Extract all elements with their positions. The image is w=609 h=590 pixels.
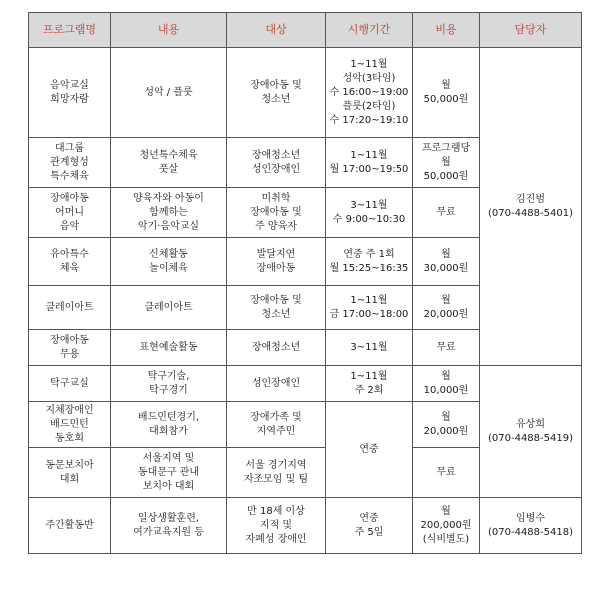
header-content: 내용 <box>111 13 227 48</box>
header-period: 시행기간 <box>326 13 413 48</box>
header-cost: 비용 <box>413 13 480 48</box>
program-target: 발달지연 장애아동 <box>227 238 326 286</box>
header-target: 대상 <box>227 13 326 48</box>
manager-cell-1 <box>480 48 582 366</box>
program-name: 음악교실 희망자람 <box>29 48 111 138</box>
program-target: 서울 경기지역 자조모임 및 팀 <box>227 448 326 498</box>
program-cost: 무료 <box>413 188 480 238</box>
program-target: 장애청소년 성인장애인 <box>227 138 326 188</box>
program-target: 장애가족 및 지역주민 <box>227 402 326 448</box>
program-content: 배드민턴경기, 대회참가 <box>111 402 227 448</box>
program-content: 신체활동 놀이체육 <box>111 238 227 286</box>
program-name: 유아특수 체육 <box>29 238 111 286</box>
manager-phone: (070-4488-5401) <box>487 207 573 219</box>
program-name: 탁구교실 <box>29 366 111 402</box>
program-name: 지체장애인 배드민턴 동호회 <box>29 402 111 448</box>
program-content: 청년특수체육 풋살 <box>111 138 227 188</box>
program-cost: 월 50,000원 <box>413 48 480 138</box>
header-row <box>29 13 582 48</box>
program-name: 장애아동 무용 <box>29 330 111 366</box>
program-content: 성악 / 플룻 <box>111 48 227 138</box>
program-period: 1~11월 금 17:00~18:00 <box>326 286 413 330</box>
program-name: 대그룹 관계형성 특수체육 <box>29 138 111 188</box>
program-target: 미취학 장애아동 및 주 양육자 <box>227 188 326 238</box>
table-row <box>29 48 582 138</box>
program-content: 양육자와 아동이 함께하는 악기·음악교실 <box>111 188 227 238</box>
program-period: 3~11월 <box>326 330 413 366</box>
program-cost: 월 10,000원 <box>413 366 480 402</box>
program-period: 연중 주 5일 <box>326 498 413 554</box>
program-cost: 무료 <box>413 448 480 498</box>
manager-cell-2 <box>480 366 582 498</box>
program-table <box>28 12 582 554</box>
program-name: 동문보치아 대회 <box>29 448 111 498</box>
program-target: 장애아동 및 청소년 <box>227 286 326 330</box>
program-target: 장애청소년 <box>227 330 326 366</box>
manager-name: 김진범 <box>516 193 545 205</box>
manager-phone: (070-4488-5419) <box>487 432 573 444</box>
program-content: 서울지역 및 동대문구 관내 보치아 대회 <box>111 448 227 498</box>
program-content: 탁구기술, 탁구경기 <box>111 366 227 402</box>
manager-phone: (070-4488-5418) <box>487 526 573 538</box>
manager-cell-3 <box>480 498 582 554</box>
program-period: 1~11월 성악(3타임) 수 16:00~19:00 플룻(2타임) 수 17:20~19:10 <box>326 48 413 138</box>
program-name: 클레이아트 <box>29 286 111 330</box>
program-cost: 무료 <box>413 330 480 366</box>
program-period: 1~11월 주 2회 <box>326 366 413 402</box>
table-row <box>29 498 582 554</box>
program-name: 장애아동 어머니 음악 <box>29 188 111 238</box>
program-cost: 월 200,000원 (식비별도) <box>413 498 480 554</box>
program-content: 클레이아트 <box>111 286 227 330</box>
program-target: 장애아동 및 청소년 <box>227 48 326 138</box>
program-target: 만 18세 이상 지적 및 자폐성 장애인 <box>227 498 326 554</box>
manager-name: 유상희 <box>516 418 545 430</box>
table-row <box>29 366 582 402</box>
program-content: 표현예술활동 <box>111 330 227 366</box>
program-period: 3~11월 수 9:00~10:30 <box>326 188 413 238</box>
program-cost: 월 20,000원 <box>413 402 480 448</box>
program-period: 연중 <box>326 402 413 498</box>
program-target: 성인장애인 <box>227 366 326 402</box>
header-program: 프로그램명 <box>29 13 111 48</box>
program-cost: 프로그램당 월 50,000원 <box>413 138 480 188</box>
header-manager: 담당자 <box>480 13 582 48</box>
program-period: 연중 주 1회 월 15:25~16:35 <box>326 238 413 286</box>
program-name: 주간활동반 <box>29 498 111 554</box>
manager-name: 임병수 <box>516 512 545 524</box>
program-cost: 월 30,000원 <box>413 238 480 286</box>
program-content: 일상생활훈련, 여가교육지원 등 <box>111 498 227 554</box>
program-period: 1~11월 월 17:00~19:50 <box>326 138 413 188</box>
program-cost: 월 20,000원 <box>413 286 480 330</box>
